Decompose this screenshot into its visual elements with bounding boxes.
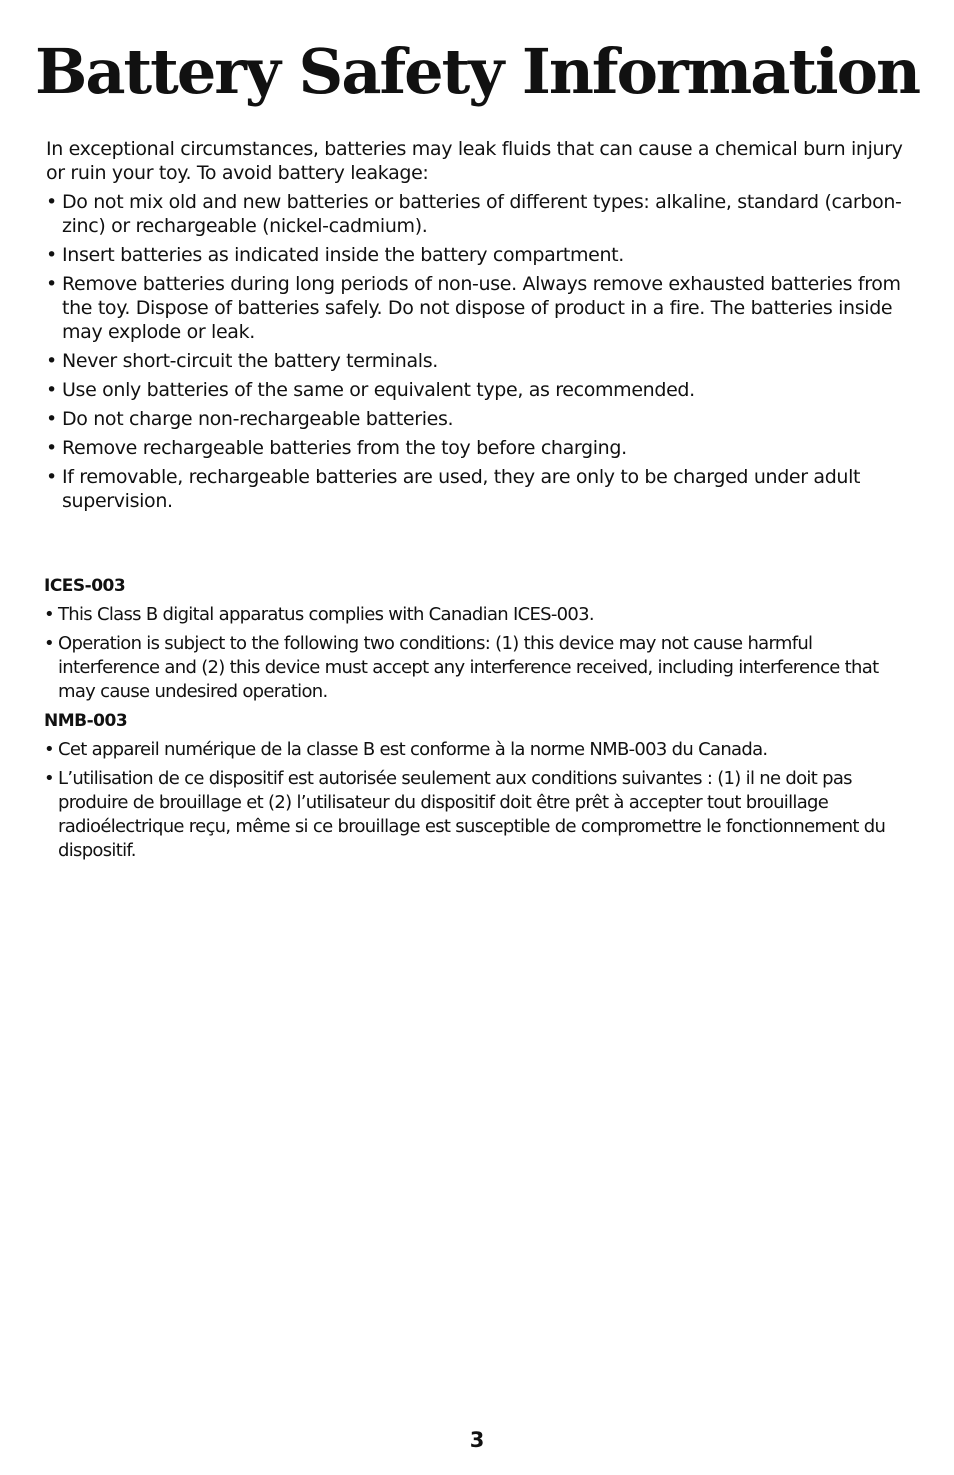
list-item: • Do not charge non-rechargeable batteries. <box>46 407 906 431</box>
ices-heading: ICES-003 <box>44 576 126 596</box>
list-item: • Do not mix old and new batteries or batteries of different types: alkaline, standard (carbon-zinc) or rechargeable (nickel-cadmium). <box>46 190 906 238</box>
list-item: • Insert batteries as indicated inside the battery compartment. <box>46 243 906 267</box>
list-item: • Remove batteries during long periods of non-use. Always remove exhausted batteries from the toy. Dispose of batteries safely. Do not dispose of product in a fire. The batteries inside may explode or leak. <box>46 272 906 344</box>
page-number: 3 <box>469 1428 485 1452</box>
list-item: • Cet appareil numérique de la classe B est conforme à la norme NMB-003 du Canada. <box>44 738 904 762</box>
ices-list <box>44 603 904 704</box>
compliance-section <box>44 574 904 868</box>
list-item: • Operation is subject to the following two conditions: (1) this device may not cause harmful interference and (2) this device must accept any interference received, including interference that may cause undesired operation. <box>44 632 904 704</box>
list-item: • Remove rechargeable batteries from the toy before charging. <box>46 436 906 460</box>
page-title: Battery Safety Information <box>34 35 920 108</box>
battery-intro: In exceptional circumstances, batteries may leak fluids that can cause a chemical burn injury or ruin your toy. To avoid battery leakage: <box>46 138 903 184</box>
nmb-heading: NMB-003 <box>44 711 128 731</box>
list-item: • If removable, rechargeable batteries are used, they are only to be charged under adult supervision. <box>46 465 906 513</box>
list-item: • Never short-circuit the battery terminals. <box>46 349 906 373</box>
list-item: • Use only batteries of the same or equivalent type, as recommended. <box>46 378 906 402</box>
battery-safety-section <box>46 137 906 518</box>
list-item: • L’utilisation de ce dispositif est autorisée seulement aux conditions suivantes : (1) il ne doit pas produire de brouillage et (2) l’utilisateur du dispositif doit être prêt à accepter tout brouillage radioélectrique reçu, même si ce brouillage est susceptible de compromettre le fonctionnement du dispositif. <box>44 767 904 863</box>
battery-safety-list <box>46 190 906 513</box>
nmb-list <box>44 738 904 863</box>
list-item: • This Class B digital apparatus complies with Canadian ICES-003. <box>44 603 904 627</box>
